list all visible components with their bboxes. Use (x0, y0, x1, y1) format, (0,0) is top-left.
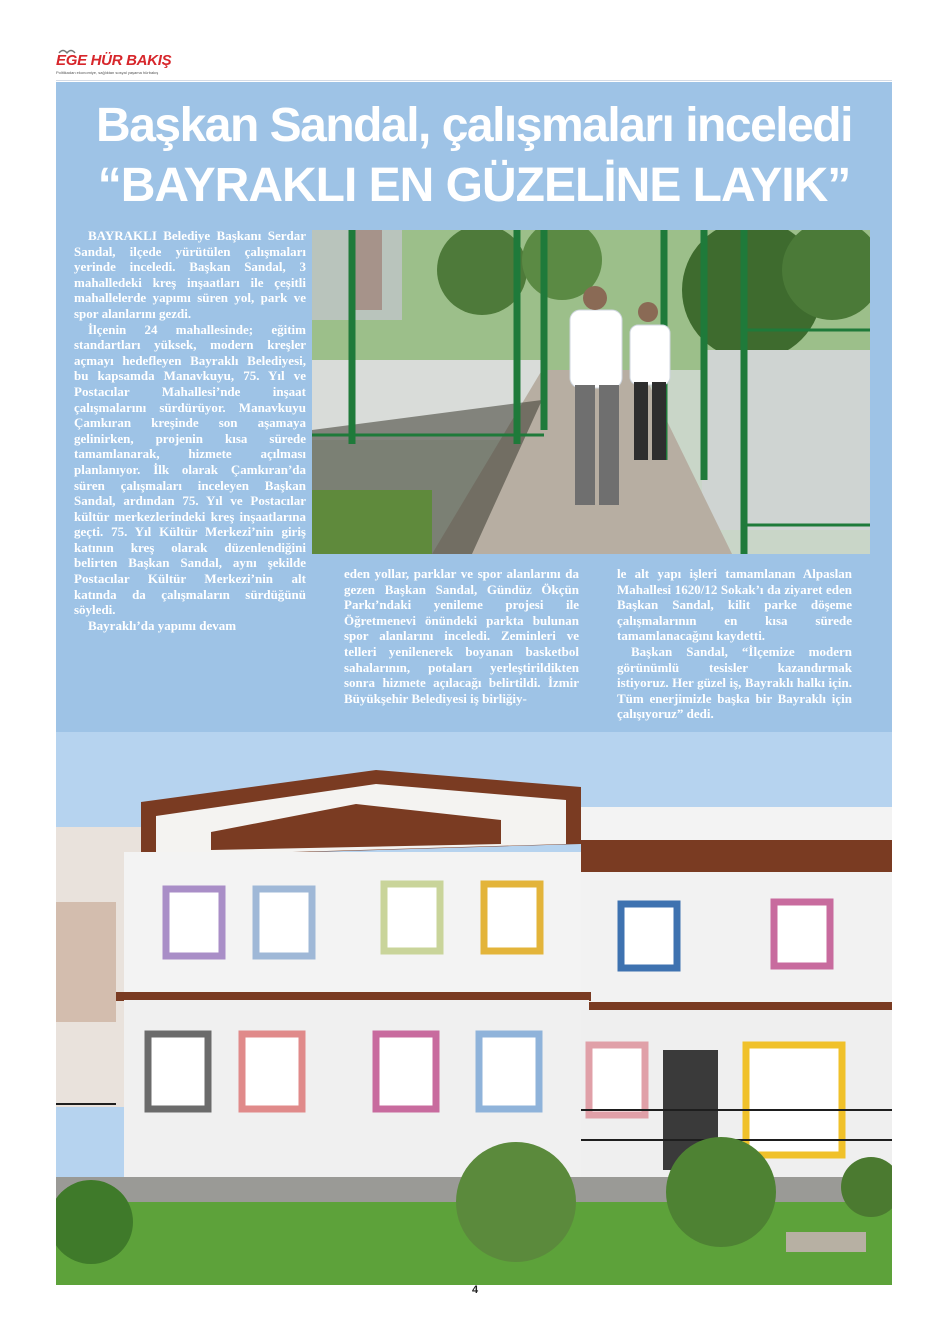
top-rule (56, 80, 892, 81)
photo-kindergarten-building (56, 732, 892, 1285)
masthead-name: EGE HÜR BAKIŞ (56, 52, 172, 69)
headline-line-2: “BAYRAKLI EN GÜZELİNE LAYIK” (97, 159, 851, 212)
masthead-logo (56, 48, 196, 82)
paragraph: İlçenin 24 mahallesinde; eğitim standartları yüksek, modern kreşler açmayı hedefleyen Bayraklı Belediyesi, bu kapsamda Manavkuyu, 75. Yıl ve Postacılar Mahallesi’nde inşaat çalışmalarını sürdürüyor. Manavkuyu Çamkıran kreşinde son aşamaya gelinirken, projenin kısa sürede tamamlanarak, hizmete açılması planlanıyor. İlk olarak Çamkıran’da süren çalışmaları inceleyen Başkan Sandal, ardından 75. Yıl ve Postacılar kültür merkezlerindeki kreş inşaatlarına geçti. 75. Yıl Kültür Merkezi’nin giriş katının kreş olarak düzenlendiğini belirten Başkan Sandal, aynı şekilde Postacılar Kültür Merkezi’nin alt katında da çalışmaların sürdüğünü söyledi. (74, 321, 306, 618)
page-number: 4 (471, 1284, 479, 1296)
paragraph: eden yollar, parklar ve spor alanlarını da gezen Başkan Sandal, Gündüz Ökçün Parkı’ndaki yenileme projesi ile Öğretmenevi önündeki parkta bulunan spor alanlarını inceledi. Zeminleri ve telleri yenilenerek boyanan basketbol sahalarının, potaları yerleştirildikten sonra hizmete açılacağı belirtildi. İzmir Büyükşehir Belediyesi iş birliğiy- (344, 566, 579, 706)
photo-mayor-visit-illustration (312, 230, 870, 554)
photo-mayor-visit (312, 230, 870, 554)
article-column-3 (617, 566, 852, 722)
headline-line-1: Başkan Sandal, çalışmaları inceledi (96, 99, 852, 152)
masthead-tagline: Politikadan ekonomiye, sağlıktan sosyal yaşama hürbakış (56, 70, 159, 75)
photo-kindergarten-illustration (56, 732, 892, 1285)
paragraph: Bayraklı’da yapımı devam (88, 617, 237, 633)
paragraph: le alt yapı işleri tamamlanan Alpaslan Mahallesi 1620/12 Sokak’ı da ziyaret eden Başkan Sandal, kilit parke döşeme çalışmalarının en kısa sürede tamamlanacağını kaydetti. (617, 566, 852, 644)
paragraph: Başkan Sandal, “İlçemize modern görünümlü tesisler kazandırmak istiyoruz. Her güzel iş, Bayraklı halkı için. Tüm enerjimizle başka bir Bayraklı için çalışıyoruz” dedi. (617, 643, 852, 722)
article-column-2 (344, 566, 579, 706)
paragraph: BAYRAKLI Belediye Başkanı Serdar Sandal, ilçede yürütülen çalışmaları yerinde inceledi. Başkan Sandal, 3 mahalledeki kreş inşaatları ile çeşitli mahallelerde yapımı süren yol, park ve spor alanlarını gezdi. (74, 228, 306, 321)
article-column-1 (74, 228, 306, 633)
